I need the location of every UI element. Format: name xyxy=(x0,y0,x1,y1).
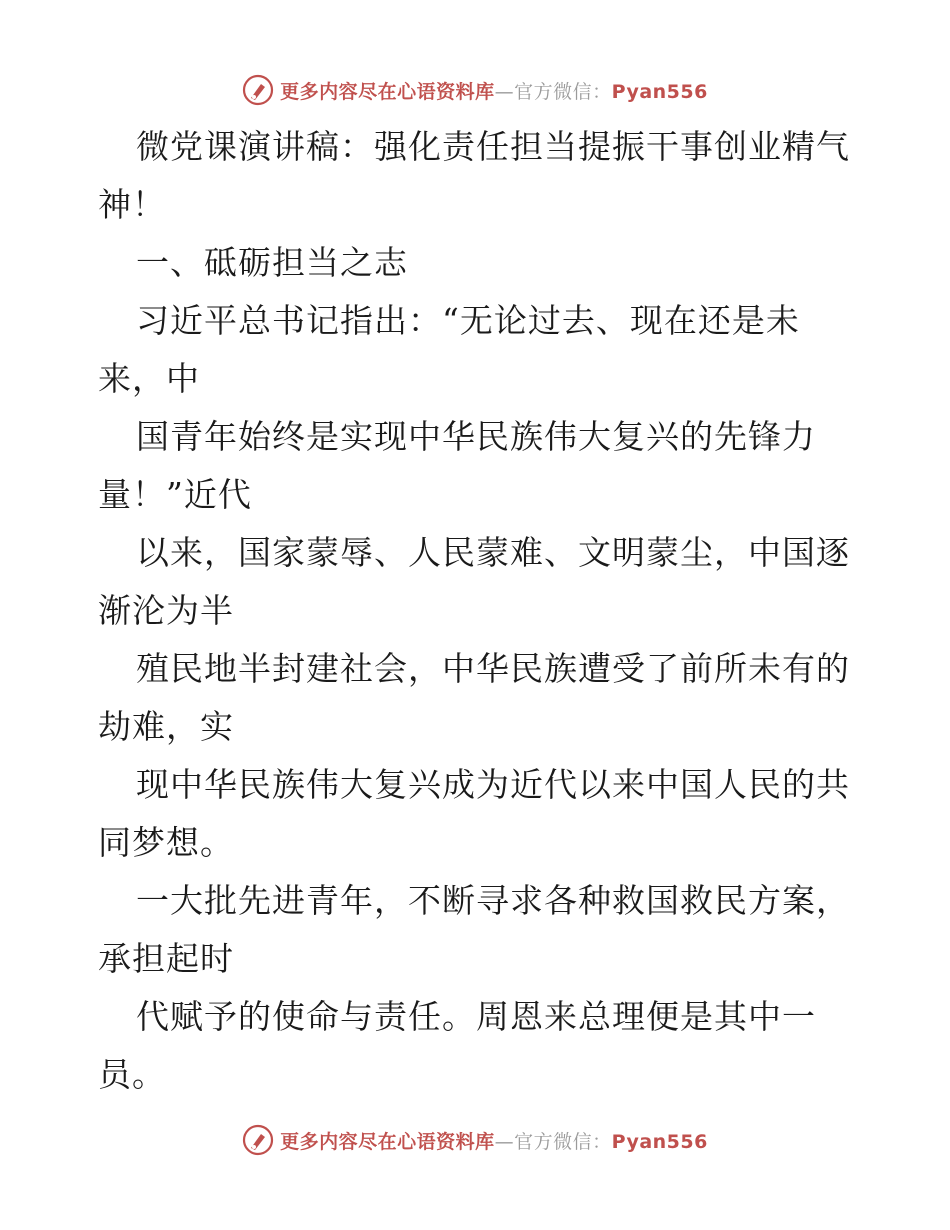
paragraph-line: 承担起时 xyxy=(98,939,234,978)
banner-wechat-id: Pyan556 xyxy=(611,80,708,103)
banner-wechat-id: Pyan556 xyxy=(611,1130,708,1153)
paragraph-line: 一大批先进青年，不断寻求各种救国救民方案， xyxy=(136,881,850,920)
title-line-1: 微党课演讲稿：强化责任担当提振干事创业精气 xyxy=(136,127,850,166)
paragraph-line: 现中华民族伟大复兴成为近代以来中国人民的共 xyxy=(136,765,850,804)
paragraph-line: 代赋予的使命与责任。周恩来总理便是其中一 xyxy=(136,997,816,1036)
paragraph-line: 来，中 xyxy=(98,359,200,398)
section-heading: 一、砥砺担当之志 xyxy=(136,243,408,282)
banner-separator: —官方微信： xyxy=(494,80,612,103)
footer-banner xyxy=(0,1120,950,1160)
paragraph-line: 员。 xyxy=(98,1055,166,1094)
banner-title: 更多内容尽在心语资料库 xyxy=(280,1130,495,1153)
footer-banner-text xyxy=(280,1127,708,1154)
paragraph-line: 渐沦为半 xyxy=(98,591,234,630)
title-line-2: 神！ xyxy=(98,185,166,224)
paragraph-line: 劫难，实 xyxy=(98,707,234,746)
paragraph-line: 习近平总书记指出：“无论过去、现在还是未 xyxy=(136,301,800,340)
paragraph-line: 国青年始终是实现中华民族伟大复兴的先锋力 xyxy=(136,417,816,456)
banner-separator: —官方微信： xyxy=(494,1130,612,1153)
header-banner xyxy=(0,70,950,110)
paragraph-line: 以来，国家蒙辱、人民蒙难、文明蒙尘，中国逐 xyxy=(136,533,850,572)
header-banner-text xyxy=(280,77,708,104)
pen-nib-logo-icon xyxy=(242,74,274,106)
paragraph-line: 量！”近代 xyxy=(98,475,252,514)
banner-title: 更多内容尽在心语资料库 xyxy=(280,80,495,103)
paragraph-line: 殖民地半封建社会，中华民族遭受了前所未有的 xyxy=(136,649,850,688)
pen-nib-logo-icon xyxy=(242,1124,274,1156)
paragraph-line: 同梦想。 xyxy=(98,823,234,862)
